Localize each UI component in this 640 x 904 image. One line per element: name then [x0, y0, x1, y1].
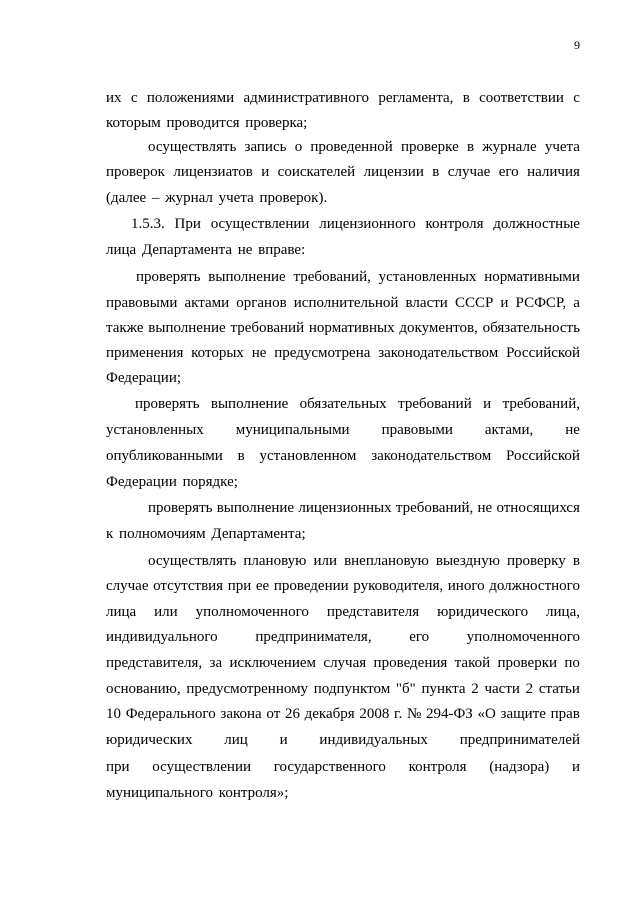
word: выполнение [210, 396, 289, 412]
text-line [106, 420, 580, 440]
word: плановую [243, 553, 307, 569]
word: выполнение [208, 269, 286, 285]
word: проверки [497, 655, 558, 671]
word: осуществлять [148, 139, 237, 155]
word: «О [477, 706, 496, 722]
text-line [148, 137, 580, 157]
word: контроля [425, 216, 484, 232]
line-text: лица Департамента не вправе: [106, 242, 306, 258]
word: от [266, 706, 281, 722]
word: запись [244, 139, 287, 155]
word: уполномоченного [195, 604, 309, 620]
word: случае [106, 578, 149, 594]
word: требований [398, 396, 472, 412]
word: прав [550, 706, 580, 722]
word: проведенной [310, 139, 393, 155]
word: контроля [408, 759, 467, 775]
word: лиц [224, 732, 248, 748]
word: правовыми [106, 295, 178, 311]
word: их [106, 90, 122, 106]
text-line [106, 368, 580, 388]
word: учета [544, 139, 580, 155]
line-text: Федерации; [106, 370, 182, 386]
word: иного [447, 578, 485, 594]
word: лицензионного [319, 216, 416, 232]
word: не [477, 500, 493, 516]
word: предпринимателя, [255, 629, 372, 645]
word: с [573, 90, 580, 106]
word: государственного [273, 759, 386, 775]
word: проверять [148, 500, 213, 516]
word: журнале [482, 139, 537, 155]
word: уполномоченного [466, 629, 580, 645]
word: его [498, 164, 519, 180]
word: установленных [106, 422, 204, 438]
text-line [106, 576, 580, 596]
word: обязательных [299, 396, 387, 412]
word: или [154, 604, 178, 620]
word: № [406, 706, 422, 722]
line-text: к полномочиям Департамента; [106, 526, 306, 542]
word: правовыми [381, 422, 453, 438]
word: должностного [489, 578, 580, 594]
word: в [237, 448, 245, 464]
text-line [106, 113, 580, 133]
word: установленном [259, 448, 357, 464]
line-text: (далее – журнал учета проверок). [106, 190, 328, 206]
word: требований [230, 320, 305, 336]
word: в [572, 553, 580, 569]
word: положениями [146, 90, 235, 106]
word: ее [255, 578, 270, 594]
word: актами [184, 295, 230, 311]
line-text: Федерации порядке; [106, 474, 238, 490]
word: требований, [395, 500, 474, 516]
word: СССР [454, 295, 494, 311]
word: 10 [106, 706, 121, 722]
word: по [564, 655, 580, 671]
word: с [130, 90, 138, 106]
word: и [500, 295, 509, 311]
text-line [131, 214, 580, 234]
word: осуществлении [152, 759, 252, 775]
text-line [106, 653, 580, 673]
word: основанию, [106, 681, 181, 697]
word: 1.5.3. [131, 216, 165, 232]
word: и [483, 396, 492, 412]
text-line [148, 551, 580, 571]
text-line [106, 188, 580, 208]
word: руководителя, [353, 578, 444, 594]
word: законодательством [378, 345, 499, 361]
word: выполнение [216, 500, 295, 516]
word: лицензии [363, 164, 424, 180]
word: осуществлять [148, 553, 237, 569]
word: индивидуального [106, 629, 218, 645]
line-text: муниципального контроля»; [106, 785, 289, 801]
word: нормативных [308, 320, 395, 336]
text-line [106, 679, 580, 699]
word: "б" [395, 681, 416, 697]
word: при [227, 578, 252, 594]
word: проверять [135, 396, 200, 412]
word: (надзора) [489, 759, 550, 775]
text-line [106, 730, 580, 750]
text-line [106, 88, 580, 108]
word: исполнительной [293, 295, 399, 311]
word: пункта [421, 681, 466, 697]
word: о [294, 139, 303, 155]
word: или [313, 553, 337, 569]
word: лица [106, 604, 137, 620]
text-line [106, 602, 580, 622]
word: Российской [506, 345, 580, 361]
word: 26 [284, 706, 300, 722]
word: и [571, 759, 580, 775]
word: исключением [229, 655, 317, 671]
word: г. [394, 706, 403, 722]
word: требований, [502, 396, 580, 412]
word: подпунктом [313, 681, 391, 697]
text-line [106, 343, 580, 363]
word: муниципальными [235, 422, 350, 438]
page-number: 9 [574, 38, 580, 52]
word: не [565, 422, 580, 438]
word: внеплановую [344, 553, 429, 569]
word: отсутствия [153, 578, 224, 594]
word: лицензионных [298, 500, 392, 516]
text-line [106, 704, 580, 724]
word: осуществлении [210, 216, 310, 232]
word: наличия [527, 164, 580, 180]
word: индивидуальных [319, 732, 428, 748]
word: власти [405, 295, 448, 311]
word: проверке [400, 139, 459, 155]
word: Федерального [125, 706, 216, 722]
word: регламента, [378, 90, 454, 106]
word: предпринимателей [459, 732, 580, 748]
word: случая [323, 655, 367, 671]
word: установленных [378, 269, 477, 285]
word: не [251, 345, 267, 361]
word: проверку [507, 553, 566, 569]
word: проведения [373, 655, 448, 671]
word: лица, [546, 604, 580, 620]
word: в [462, 90, 470, 106]
word: предусмотрена [274, 345, 371, 361]
word: выполнение [148, 320, 226, 336]
word: РСФСР, [515, 295, 567, 311]
word: законодательством [371, 448, 492, 464]
word: выездную [435, 553, 500, 569]
text-line [106, 240, 580, 260]
word: нормативными [484, 269, 580, 285]
word: относящихся [496, 500, 580, 516]
line-text: которым проводится проверка; [106, 115, 308, 131]
word: а [573, 295, 580, 311]
word: проведении [273, 578, 349, 594]
word: органов [236, 295, 287, 311]
word: 294-ФЗ [425, 706, 473, 722]
word: при [106, 759, 130, 775]
word: части [484, 681, 520, 697]
word: в [466, 139, 475, 155]
word: такой [454, 655, 491, 671]
word: 2 [525, 681, 534, 697]
word: случае [447, 164, 491, 180]
text-line [106, 627, 580, 647]
word: закона [220, 706, 262, 722]
word: административного [243, 90, 369, 106]
text-line [106, 472, 580, 492]
word: Российской [506, 448, 580, 464]
text-line [148, 498, 580, 518]
word: обязательность [482, 320, 580, 336]
text-line [136, 267, 580, 287]
word: актами, [484, 422, 534, 438]
text-line [106, 293, 580, 313]
text-line [106, 162, 580, 182]
word: его [409, 629, 430, 645]
word: юридического [437, 604, 529, 620]
text-line [106, 524, 580, 544]
text-line [135, 394, 580, 414]
word: статьи [538, 681, 580, 697]
text-line [106, 446, 580, 466]
word: защите [500, 706, 546, 722]
text-line [106, 318, 580, 338]
word: представителя, [106, 655, 203, 671]
word: проверок [106, 164, 165, 180]
word: которых [191, 345, 244, 361]
word: 2008 [359, 706, 390, 722]
word: соответствии [479, 90, 564, 106]
text-line [106, 783, 580, 803]
text-line [106, 757, 580, 777]
word: также [106, 320, 144, 336]
word: за [209, 655, 223, 671]
word: и [261, 164, 270, 180]
word: и [279, 732, 288, 748]
word: опубликованными [106, 448, 223, 464]
word: декабря [304, 706, 355, 722]
word: представителя [326, 604, 420, 620]
word: в [432, 164, 440, 180]
word: юридических [106, 732, 193, 748]
word: требований, [293, 269, 371, 285]
word: предусмотренному [186, 681, 309, 697]
word: При [174, 216, 201, 232]
word: соискателей [277, 164, 356, 180]
word: 2 [471, 681, 479, 697]
word: должностные [493, 216, 580, 232]
word: лицензиатов [173, 164, 253, 180]
word: проверять [136, 269, 201, 285]
word: документов, [399, 320, 478, 336]
word: применения [106, 345, 184, 361]
